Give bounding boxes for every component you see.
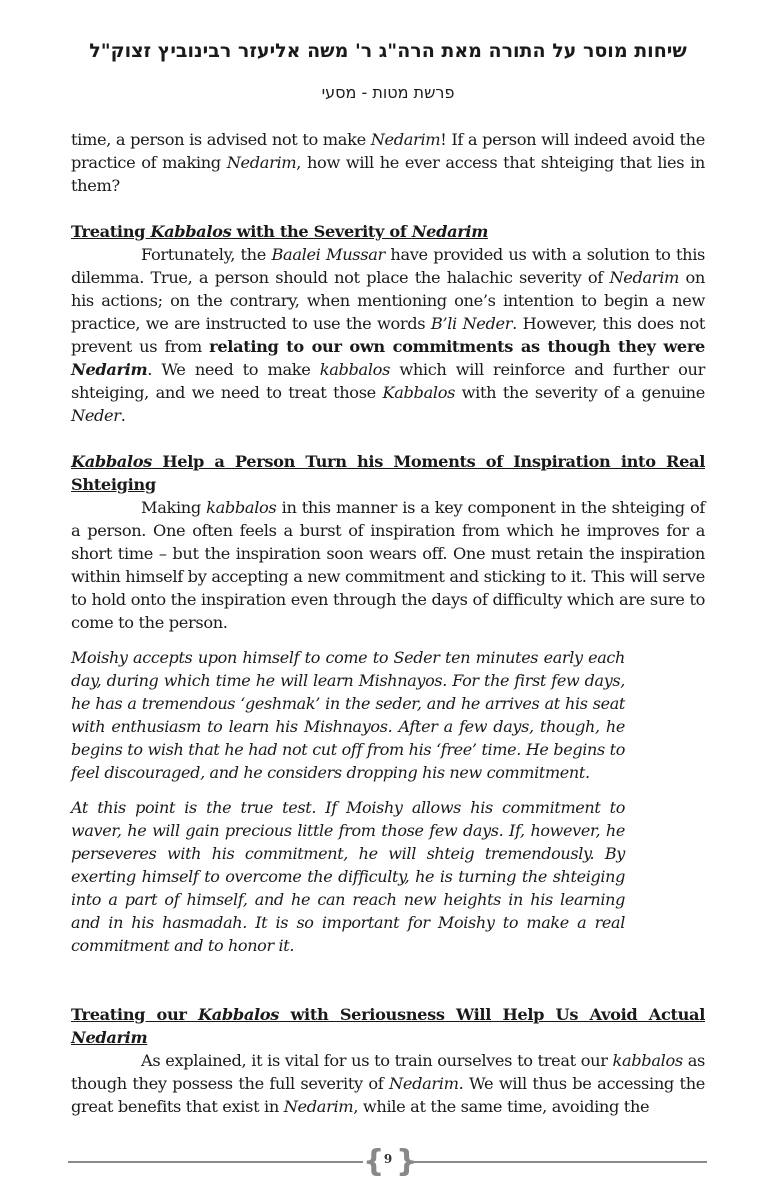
section3-paragraph: As explained, it is vital for us to train ourselves to treat our kabbalos as though they possess the full severity of Nedarim. We will thus be accessing the great benefits that exist in Nedarim, while at the same time, avoiding the [71, 1051, 706, 1116]
intro-paragraph: time, a person is advised not to make Nedarim! If a person will indeed avoid the practice of making Nedarim, how will he ever access that shteiging that lies in them? [71, 130, 706, 195]
section-heading-inspiration: Kabbalos Help a Person Turn his Moments of Inspiration into Real Shteiging [71, 452, 705, 494]
page-number: 9 [383, 1152, 393, 1166]
example-quote-2: At this point is the true test. If Moishy allows his commitment to waver, he will gain precious little from those few days. If, however, he perseveres with his commitment, he will shteig tremendously. By exerting himself to overcome the difficulty, he is turning the shteiging into a part of himself, and he can reach new heights in his learning and in his hasmadah. It is so important for Moishy to make a real commitment and to honor it. [71, 798, 625, 955]
section-heading-severity: Treating Kabbalos with the Severity of Nedarim [71, 222, 488, 241]
footer-rule-left [68, 1161, 363, 1163]
left-brace-icon: { [363, 1144, 385, 1179]
section1-paragraph: Fortunately, the Baalei Mussar have provided us with a solution to this dilemma. True, a person should not place the halachic severity of Nedarim on his actions; on the contrary, when mentioning one’s intention to begin a new practice, we are instructed to use the words B’li Neder. However, this does not prevent us from relating to our own commitments as though they were Nedarim. We need to make kabbalos which will reinforce and further our shteiging, and we need to treat those Kabbalos with the severity of a genuine Neder. [71, 245, 706, 425]
section-heading-seriousness: Treating our Kabbalos with Seriousness Will Help Us Avoid Actual Nedarim [71, 1005, 705, 1047]
section2-paragraph: Making kabbalos in this manner is a key component in the shteiging of a person. One often feels a burst of inspiration from which he improves for a short time – but the inspiration soon wears off. One must retain the inspiration within himself by accepting a new commitment and sticking to it. This will serve to hold onto the inspiration even through the days of difficulty which are sure to come to the person. [71, 498, 705, 632]
example-quote-1: Moishy accepts upon himself to come to Seder ten minutes early each day, during which time he will learn Mishnayos. For the first few days, he has a tremendous ‘geshmak’ in the seder, and he arrives at his seat with enthusiasm to learn his Mishnayos. After a few days, though, he begins to wish that he had not cut off from his ‘free’ time. He begins to feel discouraged, and he considers dropping his new commitment. [71, 648, 625, 782]
running-header-parsha: פרשת מטות - מסעי [321, 83, 455, 102]
right-brace-icon: } [396, 1144, 418, 1179]
running-header-title: שיחות מוסר על התורה מאת הרה"ג ר' משה אליעזר רבינוביץ זצוק"ל [89, 40, 687, 62]
footer-rule-right [411, 1161, 707, 1163]
page-body [71, 128, 705, 1118]
